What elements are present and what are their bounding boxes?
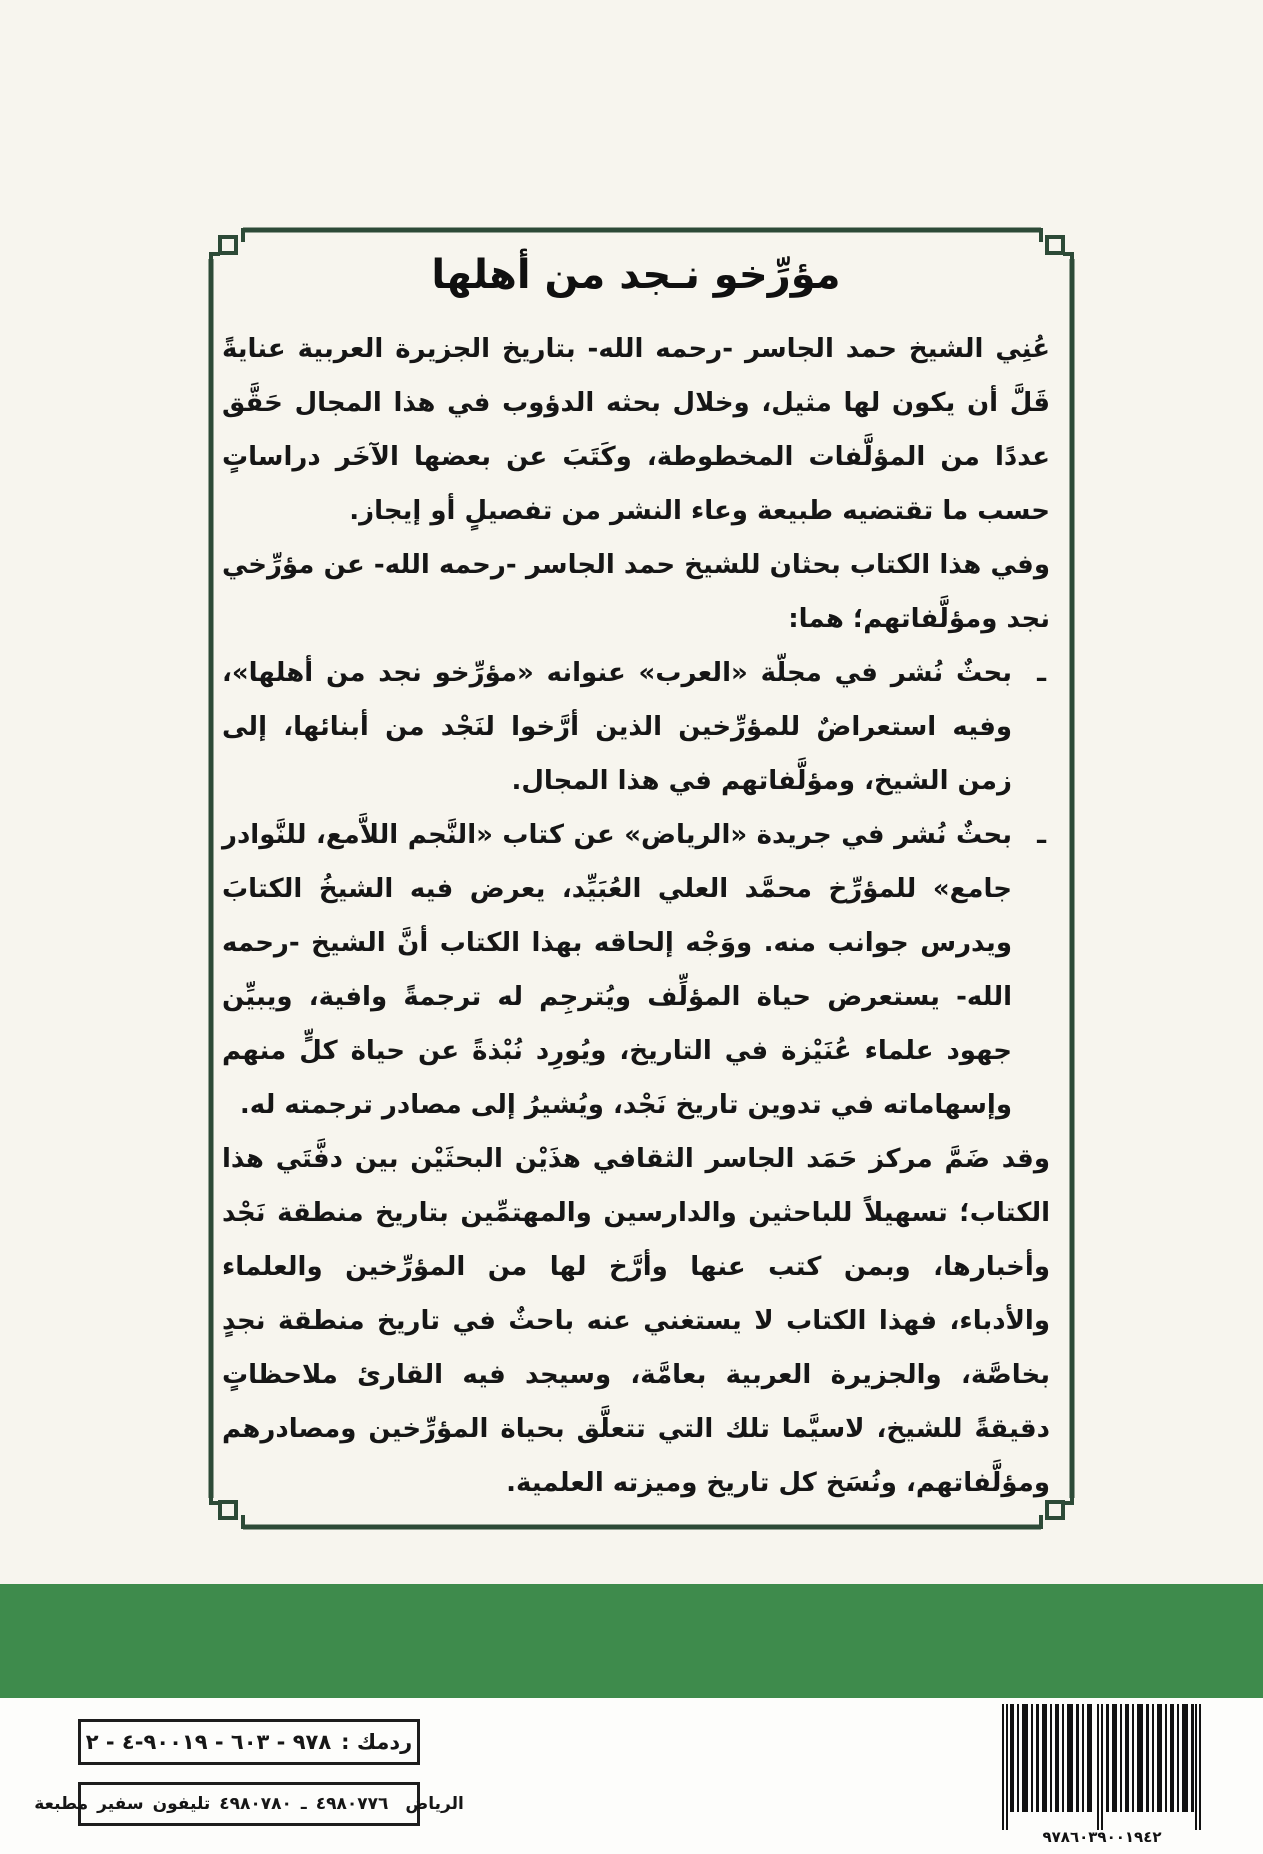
printer-dash: ـ [300,1794,307,1814]
blurb-text [222,322,1050,1510]
list-item-text: بحثٌ نُشر في جريدة «الرياض» عن كتاب «النَّجم اللاَّمع، للنَّوادر جامع» للمؤرِّخ محمَّد العلي العُبَيِّد، يعرض فيه الشيخُ الكتابَ ويدرس جوانب منه. ووَجْه إلحاقه بهذا الكتاب أنَّ الشيخ -رحمه الله- يستعرض حياة المؤلِّف ويُترجِم له ترجمةً وافية، ويبيِّن جهود علماء عُنَيْزة في التاريخ، ويُورِد نُبْذةً عن حياة كلٍّ منهم وإسهاماته في تدوين تاريخ نَجْد، ويُشيرُ إلى مصادر ترجمته له. [222,820,1012,1120]
isbn-box [78,1719,420,1765]
isbn-label: ردمك : [341,1730,413,1754]
green-band [0,1584,1263,1698]
paragraph-two-studies: وفي هذا الكتاب بحثان للشيخ حمد الجاسر -رحمه الله- عن مؤرِّخي نجد ومؤلَّفاتهم؛ هما: [222,550,1050,634]
printer-word: تليفون [152,1794,211,1814]
paragraph-intro: عُنِي الشيخ حمد الجاسر -رحمه الله- بتاريخ الجزيرة العربية عنايةً قَلَّ أن يكون لها مثيل، وخلال بحثه الدؤوب في هذا المجال حَقَّق عددًا من المؤلَّفات المخطوطة، وكَتَبَ عن بعضها الآخَر دراساتٍ حسب ما تقتضيه طبيعة وعاء النشر من تفصيلٍ أو إيجاز. [222,334,1050,526]
printer-word: مطبعة [34,1794,89,1814]
printer-city: الرياض [405,1794,464,1814]
bullet-dash-icon: ـ [1037,658,1046,688]
barcode-digits: ٩٧٨٦٠٣٩٠٠١٩٤٢ [1042,1828,1162,1846]
paragraph-closing: وقد ضَمَّ مركز حَمَد الجاسر الثقافي هذَيْن البحثَيْن بين دفَّتَي هذا الكتاب؛ تسهيلاً للباحثين والدارسين والمهتمِّين بتاريخ منطقة نَجْد وأخبارها، وبمن كتب عنها وأرَّخ لها من المؤرِّخين والعلماء والأدباء، فهذا الكتاب لا يستغني عنه باحثٌ في تاريخ منطقة نجدٍ بخاصَّة، والجزيرة العربية بعامَّة، وسيجد فيه القارئ ملاحظاتٍ دقيقةً للشيخ، لاسيَّما تلك التي تتعلَّق بحياة المؤرِّخين ومصادرهم ومؤلَّفاتهم، ونُسَخ كل تاريخ وميزته العلمية. [222,1144,1050,1498]
printer-word: سفير [97,1794,144,1814]
cover-text-block [222,252,1050,1510]
barcode-bars [1002,1704,1202,1846]
barcode [1002,1704,1202,1846]
list-item-text: بحثٌ نُشر في مجلّة «العرب» عنوانه «مؤرِّخو نجد من أهلها»، وفيه استعراضٌ للمؤرِّخين الذين أرَّخوا لنَجْد من أبنائها، إلى زمن الشيخ، ومؤلَّفاتهم في هذا المجال. [222,658,1012,796]
printer-phone: ٤٩٨٠٧٧٦ [315,1794,389,1814]
printer-phone: ٤٩٨٠٧٨٠ [219,1794,292,1814]
bullet-dash-icon: ـ [1037,820,1046,850]
list-item-study-1 [222,646,1050,808]
page-title: مؤرِّخو نـجد من أهلها [431,252,841,298]
printer-box [34,1782,464,1826]
list-item-study-2 [222,808,1050,1132]
isbn-value: ٩٧٨ - ٦٠٣ - ٩٠٠١٩-٤ - ٢ [85,1730,332,1754]
